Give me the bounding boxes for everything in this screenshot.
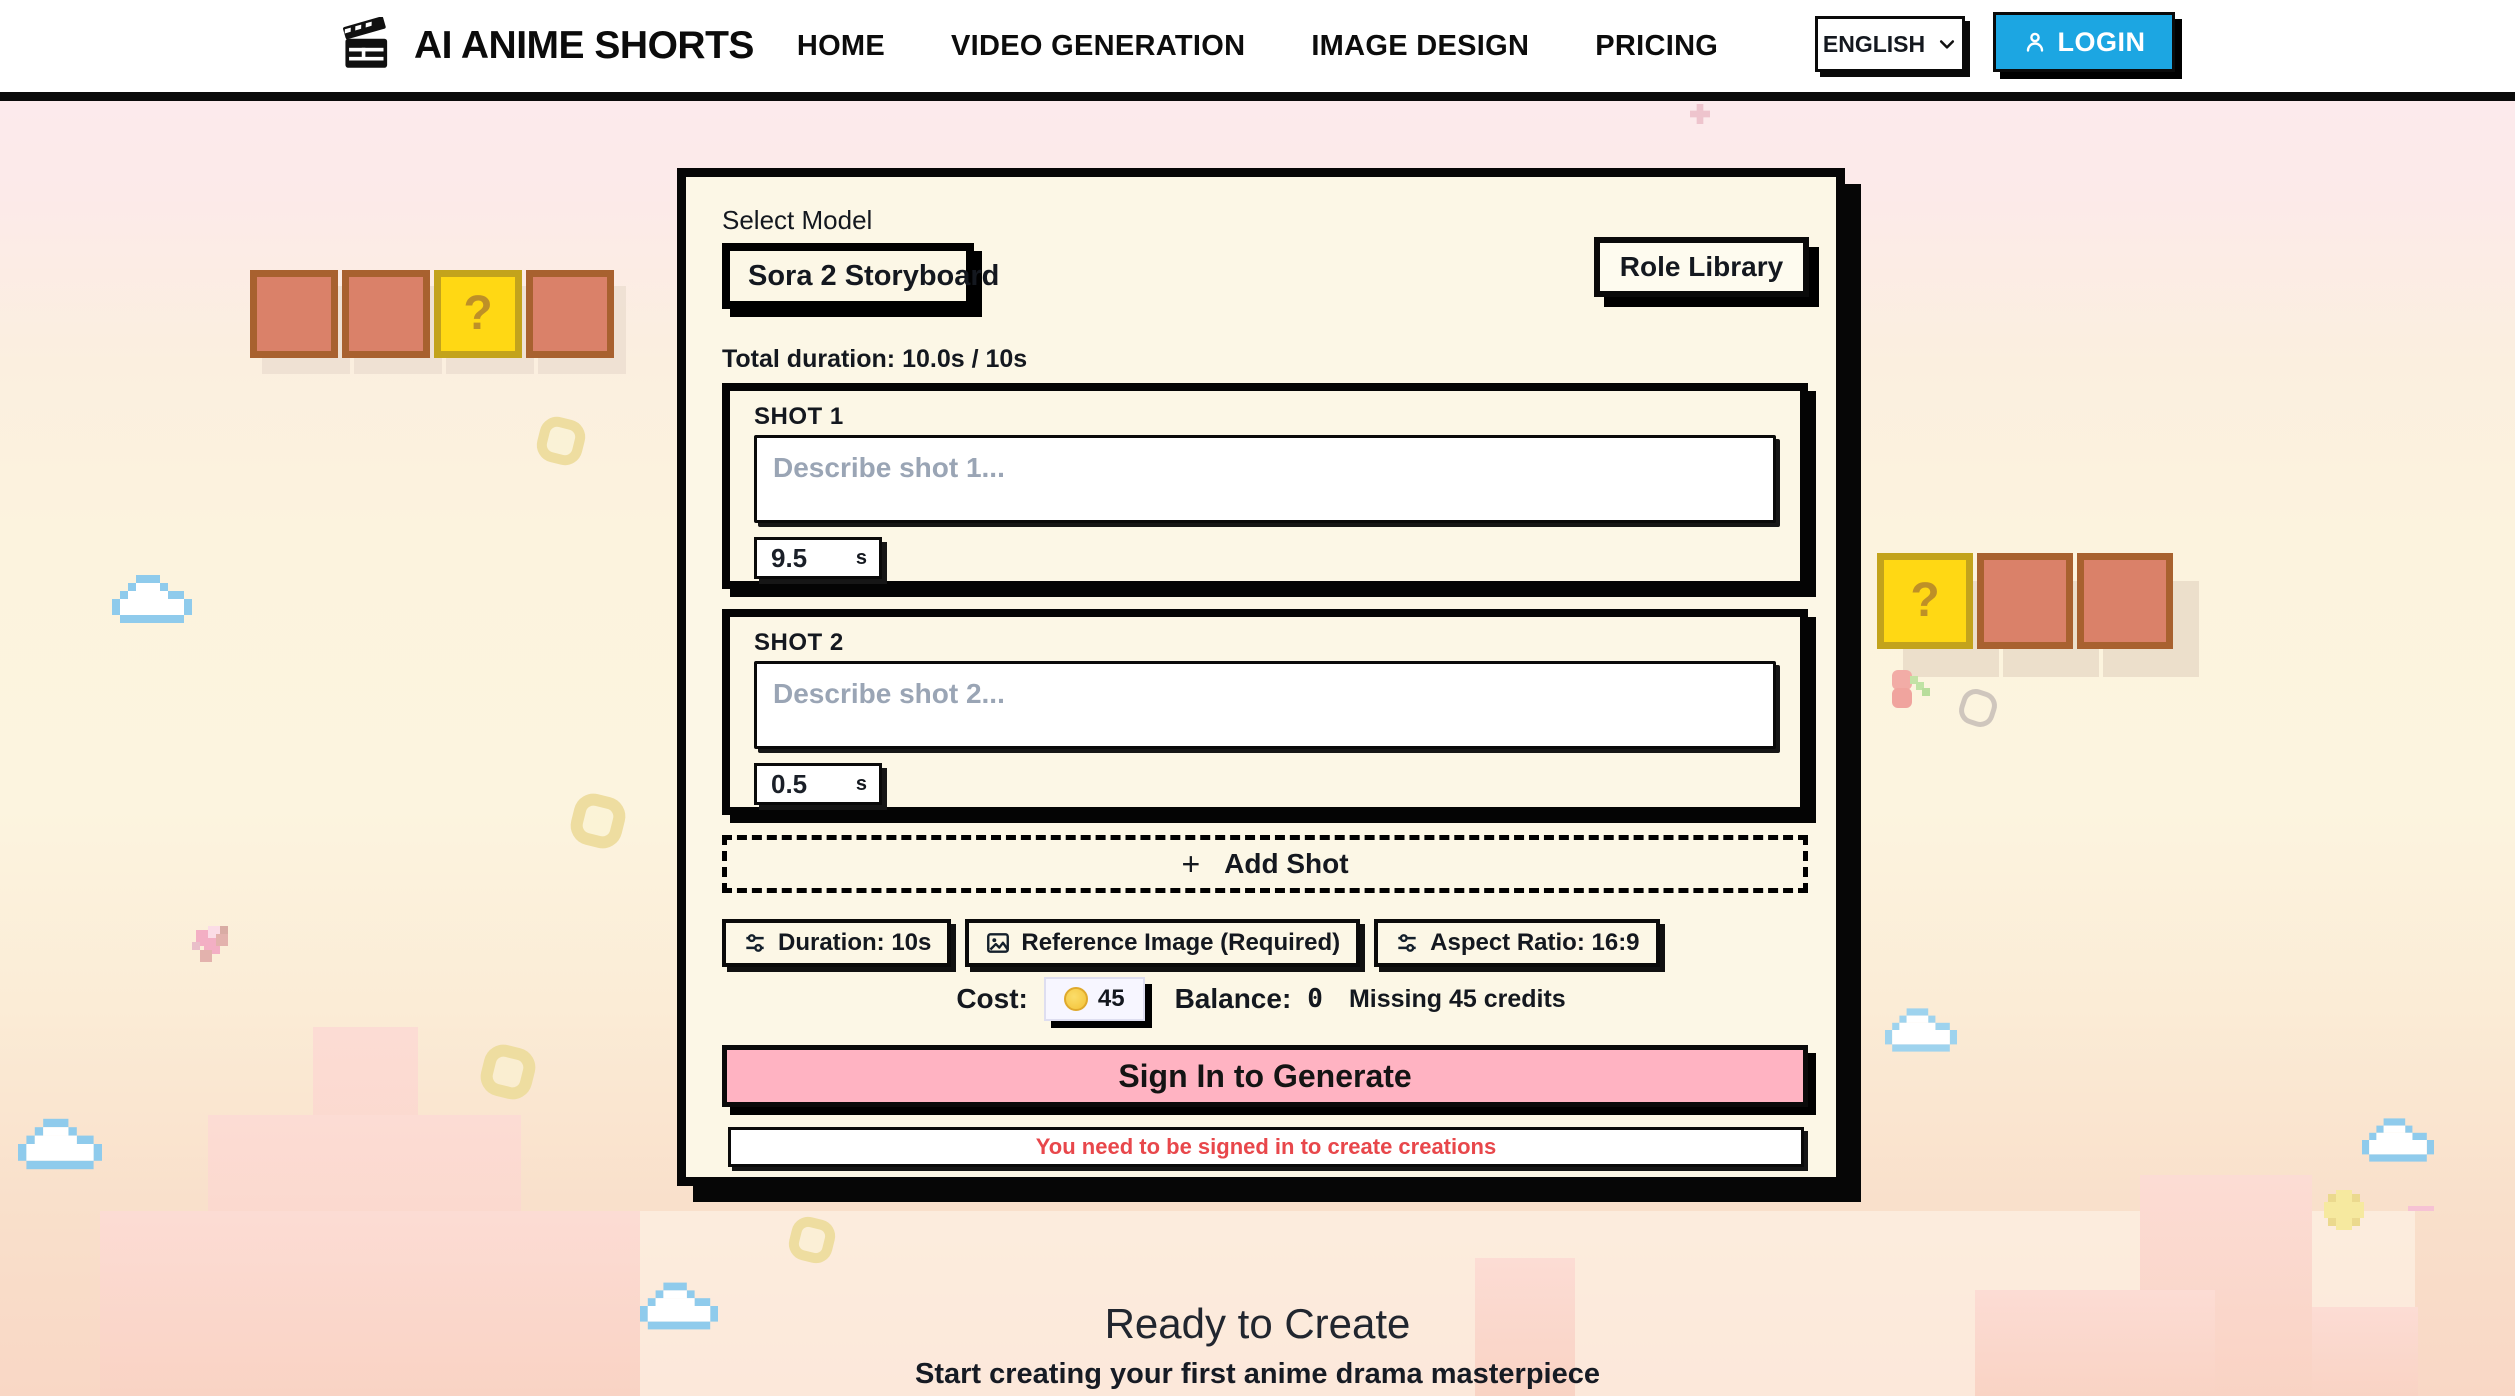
brick-block — [342, 270, 430, 358]
duration-chip[interactable] — [722, 919, 951, 967]
brand-title: AI ANIME SHORTS — [414, 24, 754, 67]
plus-icon: + — [1181, 845, 1201, 882]
add-shot-label: Add Shot — [1224, 848, 1349, 879]
brick-block — [1977, 553, 2073, 649]
model-select-value: Sora 2 Storyboard — [748, 259, 1000, 292]
question-block — [434, 270, 522, 358]
settings-chip-row — [722, 919, 1660, 967]
ready-to-create-subtitle: Start creating your first anime drama masterpiece — [915, 1358, 1600, 1390]
total-duration-text: Total duration: 10.0s / 10s — [722, 345, 1028, 373]
signin-notice-box — [728, 1127, 1804, 1167]
balance-value: 0 — [1307, 984, 1323, 1014]
shot-1-duration-box — [754, 537, 882, 579]
pixel-dash — [2408, 1206, 2434, 1211]
shot-2-duration-input[interactable] — [769, 768, 843, 801]
balance-label: Balance: — [1174, 983, 1292, 1014]
model-select[interactable] — [722, 243, 1000, 309]
role-library-button[interactable] — [1594, 237, 1809, 297]
brick-block — [250, 270, 338, 358]
clapperboard-icon — [340, 17, 398, 75]
pixel-cloud — [112, 575, 192, 623]
shot-panel-2 — [722, 609, 1808, 815]
cost-label: Cost: — [956, 983, 1028, 1014]
select-model-label: Select Model — [722, 205, 873, 235]
nav-link-pricing[interactable]: PRICING — [1595, 29, 1719, 62]
shot-1-duration-input[interactable] — [769, 542, 843, 575]
chevron-down-icon — [1937, 34, 1957, 54]
pixel-cloud — [1885, 1008, 1957, 1052]
nav-link-home[interactable]: HOME — [796, 29, 886, 62]
coin-icon — [1064, 987, 1088, 1011]
reference-image-chip[interactable] — [965, 919, 1360, 967]
shot-1-description-input[interactable] — [754, 435, 1776, 523]
cost-balance-row — [686, 977, 1836, 1021]
language-selector[interactable] — [1815, 16, 1965, 72]
generate-button-label: Sign In to Generate — [1118, 1057, 1412, 1094]
shot-panel-1 — [722, 383, 1808, 589]
question-block — [1877, 553, 1973, 649]
duration-chip-label: Duration: 10s — [778, 929, 932, 956]
login-label: LOGIN — [2057, 26, 2146, 57]
pixel-flower-icon — [192, 922, 244, 974]
question-mark: ? — [1910, 574, 1940, 627]
language-label: ENGLISH — [1822, 30, 1926, 57]
pixel-cloud — [2362, 1118, 2434, 1162]
sign-in-to-generate-button[interactable] — [722, 1045, 1808, 1107]
shot-1-label: SHOT 1 — [754, 403, 844, 430]
add-shot-button[interactable] — [722, 835, 1808, 893]
generator-card — [677, 168, 1845, 1186]
block-row-left — [250, 270, 614, 358]
brick-block — [2077, 553, 2173, 649]
signin-notice-text: You need to be signed in to create creations — [1035, 1134, 1497, 1159]
image-icon — [985, 930, 1011, 956]
user-icon — [2023, 30, 2047, 54]
shot-1-duration-unit: s — [855, 546, 867, 569]
main-nav — [797, 0, 1718, 92]
shot-2-description-input[interactable] — [754, 661, 1776, 749]
navbar — [0, 0, 2515, 101]
sliders-icon — [1394, 930, 1420, 956]
reference-image-chip-label: Reference Image (Required) — [1021, 929, 1341, 956]
pixel-sparkle-icon — [2320, 1186, 2368, 1234]
cost-badge — [1044, 977, 1145, 1021]
pixel-cherries-icon — [1888, 666, 1940, 710]
block-row-right — [1877, 553, 2173, 649]
shot-2-duration-box — [754, 763, 882, 805]
aspect-ratio-chip[interactable] — [1374, 919, 1659, 967]
nav-link-video-generation[interactable]: VIDEO GENERATION — [951, 29, 1246, 62]
brick-block — [526, 270, 614, 358]
question-mark: ? — [463, 287, 493, 340]
login-button[interactable] — [1993, 12, 2175, 72]
pixel-sparkle-icon — [1690, 104, 1710, 124]
nav-link-image-design[interactable]: IMAGE DESIGN — [1311, 29, 1530, 62]
aspect-ratio-chip-label: Aspect Ratio: 16:9 — [1430, 929, 1640, 956]
pixel-cloud — [18, 1118, 102, 1170]
cost-value: 45 — [1097, 985, 1125, 1012]
brand[interactable] — [340, 0, 754, 92]
missing-credits-text: Missing 45 credits — [1348, 984, 1566, 1013]
role-library-label: Role Library — [1619, 251, 1784, 282]
shot-2-label: SHOT 2 — [754, 629, 844, 656]
ready-to-create-title: Ready to Create — [1104, 1300, 1411, 1347]
shot-2-duration-unit: s — [855, 772, 867, 795]
sliders-icon — [742, 930, 768, 956]
